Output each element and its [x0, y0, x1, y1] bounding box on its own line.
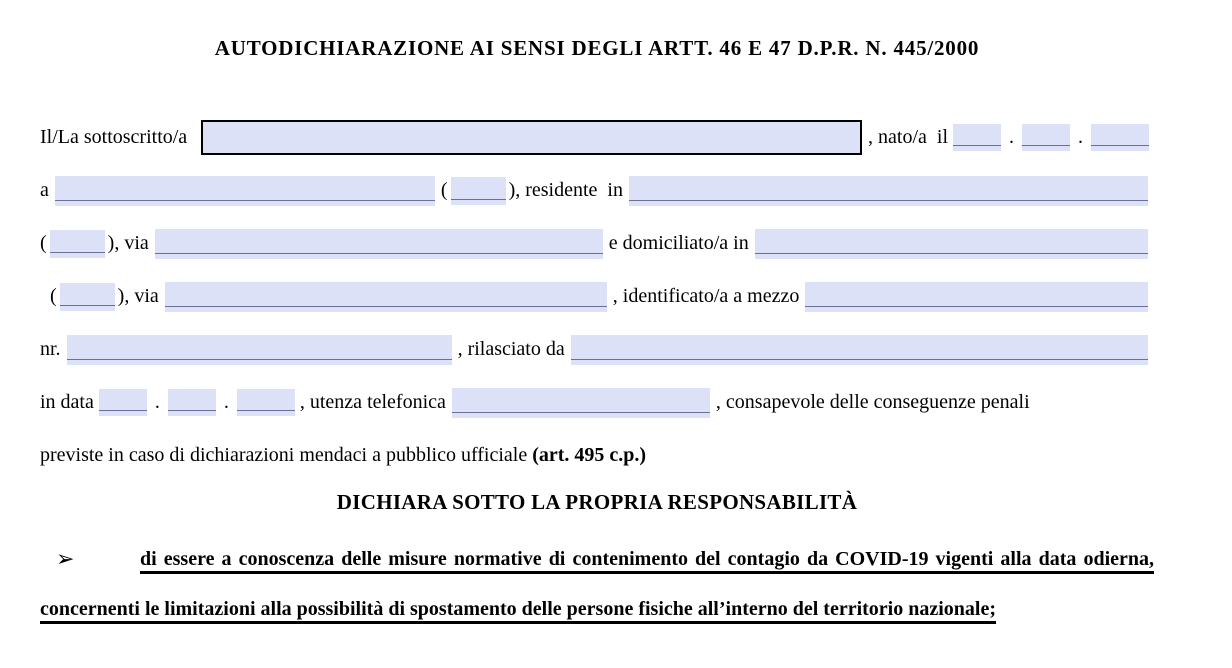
label-via: ), via [117, 285, 159, 307]
via-residenza-field[interactable] [155, 229, 603, 259]
nascita-mese-field[interactable] [1022, 124, 1070, 151]
label-nato-il: , nato/a il [868, 126, 948, 148]
row-domicilio-via [40, 270, 1154, 323]
nascita-anno-field[interactable] [1091, 124, 1149, 151]
via-domicilio-field[interactable] [165, 282, 607, 312]
date-separator: . [223, 391, 229, 413]
data-anno-field[interactable] [237, 389, 295, 416]
data-mese-field[interactable] [168, 389, 216, 416]
label-paren-open: ( [440, 179, 448, 201]
label-consapevole: , consapevole delle conseguenze penali [715, 391, 1030, 413]
row-sottoscritto [40, 111, 1154, 164]
label-sottoscritto: Il/La sottoscritto/a [40, 126, 188, 148]
documento-rilasciato-da-field[interactable] [571, 335, 1148, 365]
label-in-data: in data [40, 391, 94, 413]
arrow-bullet-icon: ➢ [56, 546, 75, 571]
nome-cognome-field[interactable] [201, 120, 862, 155]
label-previste: previste in caso di dichiarazioni mendaci a pubblico ufficiale [40, 444, 533, 466]
comune-residenza-field[interactable] [629, 176, 1148, 206]
date-separator: . [154, 391, 160, 413]
label-utenza-telefonica: , utenza telefonica [299, 391, 446, 413]
label-rilasciato-da: , rilasciato da [457, 338, 565, 360]
declaration-text: di essere a conoscenza delle misure normative di contenimento del contagio da COVID-19 vigenti alla data odierna, concernenti le limitazioni alla possibilità di spostamento delle persone fisiche all’interno del territorio nazionale; [40, 548, 1154, 620]
row-nascita-residenza [40, 164, 1154, 217]
declaration-paragraph [40, 534, 1154, 634]
label-identificato: , identificato/a a mezzo [612, 285, 800, 307]
label-nr: nr. [40, 338, 61, 360]
form-title: AUTODICHIARAZIONE AI SENSI DEGLI ARTT. 46 E 47 D.P.R. N. 445/2000 [214, 36, 980, 60]
date-separator: . [1078, 126, 1083, 148]
nascita-giorno-field[interactable] [953, 124, 1001, 151]
form-body [40, 111, 1154, 482]
row-residenza-via [40, 217, 1154, 270]
provincia-nascita-field[interactable] [451, 177, 506, 205]
label-via: ), via [107, 232, 149, 254]
date-separator: . [1009, 126, 1014, 148]
documento-numero-field[interactable] [67, 335, 452, 365]
label-paren-open: ( [40, 232, 47, 254]
comune-domicilio-field[interactable] [755, 229, 1148, 259]
documento-tipo-field[interactable] [805, 282, 1148, 312]
row-documento [40, 323, 1154, 376]
label-a: a [40, 179, 49, 201]
data-giorno-field[interactable] [99, 389, 147, 416]
row-data-telefono [40, 376, 1154, 429]
label-art-495: (art. 495 c.p.) [532, 444, 647, 466]
label-paren-open: ( [50, 285, 57, 307]
utenza-telefonica-field[interactable] [452, 388, 710, 418]
declaration-heading: DICHIARA SOTTO LA PROPRIA RESPONSABILITÀ [336, 490, 858, 514]
label-domiciliato-in: e domiciliato/a in [608, 232, 749, 254]
provincia-residenza-field[interactable] [50, 230, 105, 258]
row-previste [40, 429, 1154, 482]
luogo-nascita-field[interactable] [55, 176, 435, 206]
provincia-domicilio-field[interactable] [60, 283, 115, 311]
label-residente-in: ), residente in [508, 179, 623, 201]
